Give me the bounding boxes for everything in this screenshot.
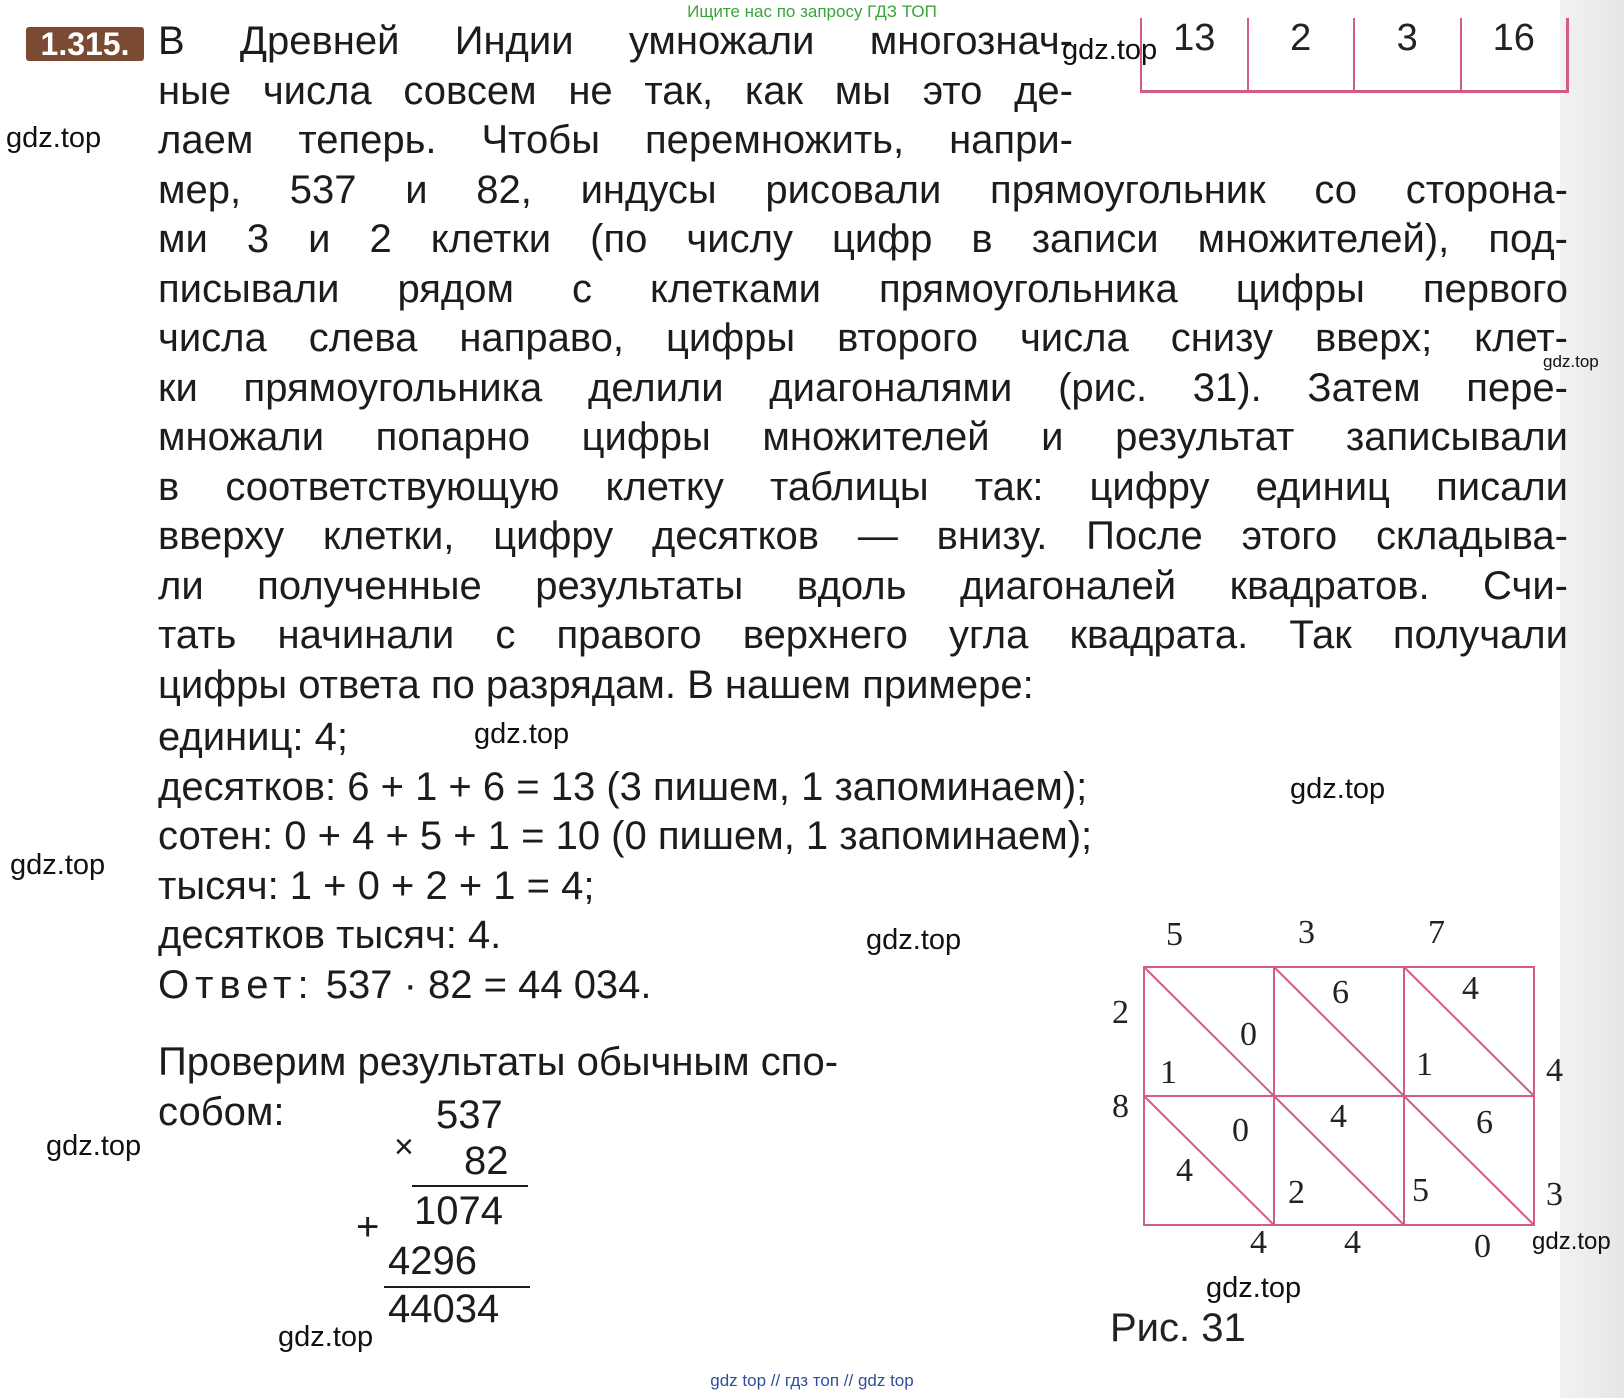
watermark: gdz.top (866, 924, 962, 956)
text-line: В Древней Индии умножали многознач- (158, 19, 1073, 63)
cell-tens-digit: 1 (1160, 1054, 1177, 1091)
answer-value: 537 · 82 = 44 034. (325, 962, 652, 1007)
top-digit: 7 (1428, 914, 1445, 951)
cell-units-digit: 4 (1330, 1098, 1347, 1135)
watermark: gdz.top (46, 1130, 142, 1162)
watermark: gdz.top (1062, 34, 1158, 66)
watermark: gdz.top (1206, 1272, 1302, 1304)
exercise-text (158, 17, 1568, 710)
table-cell: 2 (1249, 18, 1356, 90)
cell-tens-digit: 2 (1288, 1174, 1305, 1211)
table-cell: 16 (1492, 17, 1535, 59)
text-line: в соответствующую клетку таблицы так: цифру единиц писали (158, 464, 1568, 509)
right-digit: 3 (1546, 1176, 1563, 1213)
text-line: множали попарно цифры множителей и результат записывали (158, 415, 1568, 459)
text-line: тать начинали с правого верхнего угла квадрата. Так получали (158, 613, 1568, 657)
left-digit: 8 (1112, 1088, 1129, 1125)
step-line: десятков тысяч: 4. (158, 913, 502, 957)
step-line: сотен: 0 + 4 + 5 + 1 = 10 (0 пишем, 1 запоминаем); (158, 814, 1093, 858)
cell-units-digit: 0 (1240, 1016, 1257, 1053)
top-digit: 3 (1298, 914, 1315, 951)
table-cell: 3 (1355, 18, 1462, 90)
step-line: тысяч: 1 + 0 + 2 + 1 = 4; (158, 863, 595, 908)
cell-units-digit: 0 (1232, 1112, 1249, 1149)
watermark: gdz.top (1543, 352, 1599, 371)
partial-product-1: 1074 (414, 1189, 503, 1233)
lattice-multiplication-figure (1100, 914, 1563, 1315)
exercise-number-badge: 1.315. (26, 27, 144, 61)
watermark: gdz.top (474, 718, 570, 750)
left-digit: 2 (1112, 994, 1129, 1031)
watermark: gdz.top (1532, 1228, 1611, 1255)
text-line: ли полученные результаты вдоль диагоналей квадратов. Счи- (158, 563, 1568, 608)
multiplicand: 537 (436, 1093, 503, 1137)
bottom-site-link[interactable]: gdz top // гдз топ // gdz top (710, 1371, 914, 1390)
plus-sign: + (356, 1205, 380, 1249)
text-line: ми 3 и 2 клетки (по числу цифр в записи множителей), под- (158, 217, 1568, 261)
cell-units-digit: 4 (1462, 970, 1479, 1007)
cell-tens-digit: 1 (1416, 1046, 1433, 1083)
watermark: gdz.top (6, 122, 102, 154)
bottom-digit: 4 (1344, 1224, 1361, 1261)
bottom-digit: 0 (1474, 1228, 1491, 1265)
cell-units-digit: 6 (1476, 1104, 1493, 1141)
mult-rule (412, 1185, 528, 1187)
step-line: десятков: 6 + 1 + 6 = 13 (3 пишем, 1 запоминаем); (158, 764, 1088, 809)
text-line: числа слева направо, цифры второго числа снизу вверх; клет- (158, 316, 1568, 360)
cell-tens-digit: 4 (1176, 1152, 1193, 1189)
table-cell: 13 (1142, 18, 1249, 90)
check-line: собом: (158, 1089, 285, 1134)
text-line: цифры ответа по разрядам. В нашем примере: (158, 662, 1034, 707)
cell-tens-digit: 5 (1412, 1172, 1429, 1209)
final-product: 44034 (388, 1287, 500, 1331)
watermark: gdz.top (10, 849, 106, 881)
partial-product-2: 4296 (388, 1239, 477, 1283)
answer-label: Ответ: (158, 962, 315, 1007)
top-search-hint[interactable]: Ищите нас по запросу ГДЗ ТОП (687, 2, 937, 21)
watermark: gdz.top (1290, 773, 1386, 805)
text-line: мер, 537 и 82, индусы рисовали прямоугольник со сторона- (158, 167, 1568, 212)
right-digit: 4 (1546, 1052, 1563, 1089)
times-sign: × (394, 1128, 414, 1166)
multiplier: 82 (464, 1139, 509, 1183)
text-line: писывали рядом с клетками прямоугольника цифры первого (158, 266, 1568, 311)
diagonal (1144, 1096, 1274, 1225)
step-line: единиц: 4; (158, 715, 348, 759)
check-line: Проверим результаты обычным спо- (158, 1040, 839, 1084)
text-line: ные числа совсем не так, как мы это де- (158, 68, 1073, 113)
figure-caption: Рис. 31 (1110, 1306, 1246, 1350)
text-line: вверху клетки, цифру десятков — внизу. После этого складыва- (158, 514, 1568, 558)
cell-units-digit: 6 (1332, 974, 1349, 1011)
text-line: ки прямоугольника делили диагоналями (рис. 31). Затем пере- (158, 365, 1568, 410)
page-edge-shade (1560, 0, 1624, 1398)
check-text (158, 1038, 978, 1137)
watermark: gdz.top (278, 1321, 374, 1353)
bottom-digit: 4 (1250, 1224, 1267, 1261)
top-digit: 5 (1166, 916, 1183, 953)
text-line: лаем теперь. Чтобы перемножить, напри- (158, 118, 1073, 162)
